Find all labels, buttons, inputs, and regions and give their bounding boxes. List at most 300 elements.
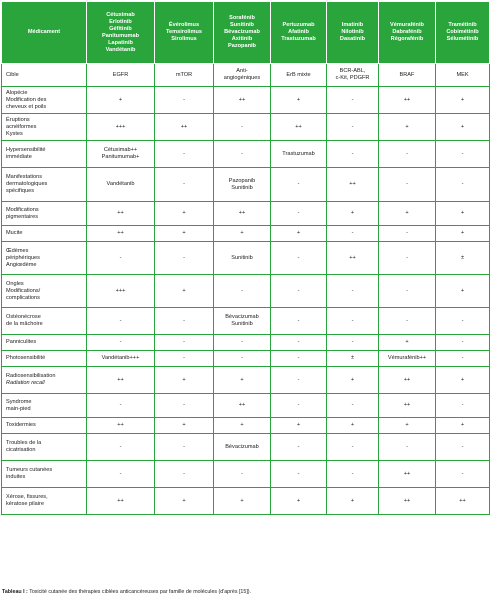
cell-value: + bbox=[182, 287, 186, 294]
cell-value: EGFR bbox=[112, 71, 129, 78]
cell-value: - bbox=[241, 355, 243, 361]
table-cell bbox=[436, 461, 490, 488]
cell-value: - bbox=[461, 355, 464, 361]
row-label bbox=[2, 434, 87, 461]
table-cell bbox=[379, 488, 436, 515]
table-cell bbox=[271, 351, 327, 367]
row-label-line: induites bbox=[6, 474, 26, 480]
row-label-line: Toxidermies bbox=[6, 422, 36, 428]
table-row bbox=[2, 64, 490, 87]
table-cell bbox=[271, 114, 327, 141]
cell-value: Vandétanib bbox=[106, 181, 135, 187]
cell-value: - bbox=[241, 339, 243, 345]
table-cell bbox=[271, 275, 327, 308]
caption-prefix: Tableau I : bbox=[2, 589, 28, 595]
cell-value: - bbox=[297, 402, 300, 408]
table-cell bbox=[155, 461, 214, 488]
table-cell bbox=[379, 394, 436, 418]
table-cell bbox=[379, 351, 436, 367]
table-cell bbox=[379, 141, 436, 168]
cell-value: - bbox=[183, 317, 185, 324]
cell-value: - bbox=[183, 254, 185, 261]
drug-name: Sélumétinib bbox=[446, 36, 479, 42]
cell-value: - bbox=[297, 181, 300, 187]
table-cell bbox=[379, 87, 436, 114]
drug-name: Cobimétinib bbox=[446, 29, 479, 35]
cell-value: - bbox=[297, 443, 300, 450]
cell-value: + bbox=[350, 497, 355, 504]
cell-value: ++ bbox=[238, 96, 246, 103]
row-label bbox=[2, 394, 87, 418]
row-label-line: immédiate bbox=[6, 154, 32, 160]
drug-name: Panitumumab bbox=[102, 32, 139, 39]
cell-value: - bbox=[119, 443, 122, 450]
cell-value: + bbox=[460, 376, 465, 383]
table-cell bbox=[155, 114, 214, 141]
cell-value: + bbox=[460, 210, 465, 216]
table-cell bbox=[327, 308, 379, 335]
table-row bbox=[2, 351, 490, 367]
row-label-line: Éruptions bbox=[6, 116, 30, 123]
cell-value: - bbox=[406, 254, 408, 261]
cell-value: - bbox=[241, 287, 243, 294]
table-cell bbox=[379, 308, 436, 335]
table-cell bbox=[436, 87, 490, 114]
cell-value: - bbox=[461, 402, 464, 408]
cell-value: c-Kit, PDGFR bbox=[335, 75, 370, 81]
table-cell bbox=[214, 418, 271, 434]
cell-value: - bbox=[297, 355, 300, 361]
row-label-line: complications bbox=[6, 294, 40, 301]
table-cell bbox=[87, 242, 155, 275]
row-label-line: Troubles de la bbox=[6, 440, 42, 446]
cell-value: - bbox=[297, 470, 300, 477]
cell-value: - bbox=[241, 123, 243, 130]
table-cell bbox=[379, 202, 436, 226]
table-cell bbox=[271, 488, 327, 515]
table-cell bbox=[214, 275, 271, 308]
table-row bbox=[2, 168, 490, 202]
cell-value: - bbox=[461, 443, 464, 450]
table-cell bbox=[327, 418, 379, 434]
cell-value: - bbox=[351, 443, 354, 450]
row-label-line: cicatrisation bbox=[6, 447, 36, 453]
table-cell bbox=[436, 242, 490, 275]
table-cell bbox=[271, 434, 327, 461]
cell-value: + bbox=[240, 376, 244, 383]
cell-value: - bbox=[183, 355, 185, 361]
table-caption bbox=[2, 589, 251, 596]
table-cell bbox=[214, 434, 271, 461]
table-cell bbox=[271, 226, 327, 242]
cell-value: - bbox=[119, 254, 122, 261]
drug-name: Sunitinib bbox=[230, 22, 254, 28]
table-cell bbox=[214, 461, 271, 488]
table-cell bbox=[436, 64, 490, 87]
table-cell bbox=[155, 434, 214, 461]
table-cell bbox=[436, 394, 490, 418]
table-cell bbox=[87, 64, 155, 87]
cell-value: - bbox=[119, 402, 122, 408]
table-row bbox=[2, 461, 490, 488]
cell-value: - bbox=[351, 230, 354, 236]
table-cell bbox=[436, 275, 490, 308]
drug-name: Bévacizumab bbox=[224, 29, 260, 35]
cell-value: - bbox=[406, 317, 408, 324]
table-cell bbox=[327, 64, 379, 87]
cell-value: + bbox=[182, 210, 186, 216]
table-cell bbox=[379, 64, 436, 87]
table-cell bbox=[271, 418, 327, 434]
table-cell bbox=[214, 168, 271, 202]
cell-value: + bbox=[460, 230, 465, 236]
cell-value: Sunitinib bbox=[231, 254, 253, 261]
cell-value: - bbox=[183, 96, 185, 103]
cell-value: ++ bbox=[117, 376, 124, 383]
table-cell bbox=[271, 87, 327, 114]
table-cell bbox=[87, 335, 155, 351]
cell-value: - bbox=[297, 254, 300, 261]
row-label-line: cheveux et poils bbox=[6, 103, 47, 110]
table-cell bbox=[155, 308, 214, 335]
table-cell bbox=[436, 226, 490, 242]
table-cell bbox=[87, 275, 155, 308]
table-cell bbox=[327, 394, 379, 418]
table-cell bbox=[87, 87, 155, 114]
header-drug-group bbox=[214, 2, 271, 64]
cell-value: ++ bbox=[349, 254, 356, 261]
table-cell bbox=[214, 242, 271, 275]
table-cell bbox=[214, 394, 271, 418]
cell-value: - bbox=[351, 123, 354, 130]
cell-value: - bbox=[351, 339, 354, 345]
cell-value: + bbox=[240, 497, 244, 504]
cell-value: - bbox=[183, 443, 185, 450]
table-cell bbox=[87, 434, 155, 461]
cell-value: Sunitinib bbox=[231, 184, 253, 191]
row-label-line: pigmentaires bbox=[6, 213, 39, 220]
table-cell bbox=[271, 335, 327, 351]
cell-value: + bbox=[240, 422, 244, 428]
cell-value: + bbox=[405, 210, 409, 216]
table-cell bbox=[214, 202, 271, 226]
table-cell bbox=[271, 308, 327, 335]
drug-name: Dabrafénib bbox=[392, 29, 422, 35]
cell-value: - bbox=[461, 150, 464, 157]
row-label bbox=[2, 202, 87, 226]
row-label bbox=[2, 308, 87, 335]
row-label-line: Syndrome bbox=[6, 398, 32, 405]
header-drug-group bbox=[271, 2, 327, 64]
row-label-line: Xérose, fissures, bbox=[6, 494, 48, 500]
table-row bbox=[2, 308, 490, 335]
table-cell bbox=[327, 275, 379, 308]
table-cell bbox=[379, 275, 436, 308]
cell-value: ++ bbox=[403, 470, 411, 477]
cell-value: ErB mixte bbox=[286, 71, 311, 78]
cell-value: mTOR bbox=[175, 71, 193, 78]
drug-name: Pazopanib bbox=[228, 43, 256, 49]
cell-value: angiogéniques bbox=[223, 75, 261, 81]
table-cell bbox=[436, 168, 490, 202]
table-cell bbox=[214, 308, 271, 335]
cell-value: - bbox=[119, 339, 122, 345]
table-cell bbox=[379, 168, 436, 202]
cell-value: - bbox=[119, 470, 122, 477]
table-cell bbox=[436, 335, 490, 351]
cell-value: ± bbox=[350, 355, 355, 361]
drug-name: Tramétinib bbox=[448, 22, 477, 28]
cell-value: +++ bbox=[115, 123, 126, 130]
table-row bbox=[2, 367, 490, 394]
cell-value: Vémurafénib++ bbox=[387, 355, 427, 361]
drug-name: Erlotinib bbox=[109, 18, 132, 25]
cell-value: ++ bbox=[117, 497, 124, 504]
row-label bbox=[2, 488, 87, 515]
table-cell bbox=[271, 202, 327, 226]
table-cell bbox=[214, 335, 271, 351]
row-label bbox=[2, 351, 87, 367]
drug-name: Cétuximab bbox=[106, 11, 135, 18]
table-cell bbox=[436, 488, 490, 515]
table-cell bbox=[155, 87, 214, 114]
cell-value: + bbox=[182, 422, 186, 428]
cell-value: + bbox=[350, 422, 355, 428]
cell-value: + bbox=[118, 96, 123, 103]
row-label-line: Œdèmes bbox=[6, 247, 29, 254]
row-label-line: Mucite bbox=[6, 230, 23, 236]
row-label-line: Panniculites bbox=[6, 339, 37, 345]
cell-value: - bbox=[406, 181, 408, 187]
table-cell bbox=[271, 141, 327, 168]
cell-value: + bbox=[350, 210, 355, 216]
table-cell bbox=[214, 141, 271, 168]
table-row bbox=[2, 394, 490, 418]
cell-value: - bbox=[183, 470, 185, 477]
caption-text: Toxicité cutanée des thérapies ciblées anticancéreuses par famille de molécules (d'après [15]). bbox=[27, 589, 252, 595]
table-cell bbox=[155, 242, 214, 275]
cell-value: ++ bbox=[238, 402, 246, 408]
drug-name: Trastuzumab bbox=[281, 36, 316, 42]
cell-value: ++ bbox=[403, 402, 411, 408]
cell-value: + bbox=[350, 376, 355, 383]
row-label-line: Ostéonécrose bbox=[6, 314, 41, 320]
drug-name: Géfitinib bbox=[109, 25, 132, 32]
drug-name: Pertuzumab bbox=[282, 22, 315, 28]
cell-value: + bbox=[460, 287, 465, 294]
row-label bbox=[2, 367, 87, 394]
cell-value: Panitumumab+ bbox=[101, 154, 140, 160]
row-label-line: acnéiformes bbox=[6, 123, 37, 130]
cell-value: - bbox=[461, 470, 464, 477]
row-label bbox=[2, 242, 87, 275]
table-cell bbox=[379, 434, 436, 461]
drug-name: Nilotinib bbox=[341, 29, 364, 35]
row-label-line: Cible bbox=[6, 71, 19, 78]
header-drug-group bbox=[327, 2, 379, 64]
drug-name: Imatinib bbox=[341, 22, 364, 28]
table-cell bbox=[327, 488, 379, 515]
table-cell bbox=[271, 168, 327, 202]
drug-name: Vémurafénib bbox=[390, 22, 424, 28]
table-cell bbox=[327, 351, 379, 367]
table-cell bbox=[155, 141, 214, 168]
table-cell bbox=[155, 275, 214, 308]
table-cell bbox=[271, 367, 327, 394]
cell-value: ++ bbox=[117, 230, 124, 236]
drug-name: Évérolimus bbox=[168, 22, 200, 28]
table-cell bbox=[271, 242, 327, 275]
table-cell bbox=[87, 461, 155, 488]
table-cell bbox=[327, 168, 379, 202]
row-label-line: Manifestations bbox=[6, 174, 43, 180]
header-row bbox=[2, 2, 490, 64]
cell-value: + bbox=[405, 123, 409, 130]
row-label bbox=[2, 335, 87, 351]
cell-value: ++ bbox=[459, 497, 466, 504]
cell-value: + bbox=[405, 339, 409, 345]
row-label-line: Alopécie bbox=[6, 89, 28, 96]
table-cell bbox=[87, 226, 155, 242]
table-cell bbox=[379, 418, 436, 434]
table-cell bbox=[155, 335, 214, 351]
cell-value: + bbox=[182, 376, 186, 383]
cell-value: + bbox=[405, 422, 409, 428]
table-row bbox=[2, 418, 490, 434]
cell-value: + bbox=[296, 422, 301, 428]
cell-value: + bbox=[460, 422, 465, 428]
table-cell bbox=[155, 168, 214, 202]
table-row bbox=[2, 242, 490, 275]
drug-name: Temsirolimus bbox=[166, 29, 202, 35]
cell-value: - bbox=[183, 150, 185, 157]
row-label-line: Modifications/ bbox=[6, 287, 41, 294]
cell-value: + bbox=[182, 230, 186, 236]
row-label-line: spécifiques bbox=[6, 188, 34, 194]
table-cell bbox=[327, 335, 379, 351]
table-cell bbox=[327, 202, 379, 226]
row-label-line: Angiœdème bbox=[6, 261, 37, 268]
table-row bbox=[2, 114, 490, 141]
table-cell bbox=[327, 367, 379, 394]
table-body bbox=[2, 64, 490, 515]
table-row bbox=[2, 488, 490, 515]
drug-name: Sirolimus bbox=[171, 36, 197, 42]
cell-value: Bévacizumab bbox=[225, 443, 259, 450]
cell-value: ++ bbox=[295, 123, 302, 130]
cell-value: - bbox=[461, 317, 464, 324]
table-cell bbox=[214, 367, 271, 394]
table-cell bbox=[327, 141, 379, 168]
cell-value: - bbox=[351, 150, 354, 157]
cell-value: ++ bbox=[403, 96, 411, 103]
cell-value: - bbox=[183, 339, 185, 345]
table-row bbox=[2, 434, 490, 461]
table-cell bbox=[87, 308, 155, 335]
table-cell bbox=[87, 168, 155, 202]
table-cell bbox=[87, 351, 155, 367]
cell-value: - bbox=[406, 230, 408, 236]
table-cell bbox=[214, 114, 271, 141]
cell-value: MEK bbox=[456, 71, 469, 78]
drug-name: Lapatinib bbox=[108, 39, 133, 46]
cell-value: Bévacizumab bbox=[225, 314, 259, 320]
table-cell bbox=[87, 418, 155, 434]
cell-value: - bbox=[297, 339, 300, 345]
table-cell bbox=[436, 308, 490, 335]
cell-value: BRAF bbox=[399, 71, 415, 78]
drug-name: Vandétanib bbox=[105, 46, 136, 53]
cell-value: + bbox=[460, 96, 465, 103]
drug-name: Régorafénib bbox=[390, 36, 424, 42]
cell-value: - bbox=[183, 402, 185, 408]
cell-value: - bbox=[241, 150, 243, 157]
table-row bbox=[2, 275, 490, 308]
table-cell bbox=[271, 461, 327, 488]
cell-value: + bbox=[296, 96, 301, 103]
table-cell bbox=[379, 226, 436, 242]
table-cell bbox=[327, 461, 379, 488]
header-drug-group bbox=[87, 2, 155, 64]
row-label-line: Modifications bbox=[6, 206, 39, 213]
cell-value: Pazopanib bbox=[228, 177, 256, 184]
cell-value: ++ bbox=[403, 376, 411, 383]
table-cell bbox=[436, 434, 490, 461]
cell-value: ± bbox=[460, 254, 465, 261]
table-cell bbox=[436, 114, 490, 141]
row-label bbox=[2, 64, 87, 87]
row-label bbox=[2, 226, 87, 242]
table-cell bbox=[155, 351, 214, 367]
table-cell bbox=[327, 226, 379, 242]
row-label bbox=[2, 168, 87, 202]
row-label-line: Modification des bbox=[6, 96, 47, 103]
cell-value: - bbox=[351, 317, 354, 324]
cell-value: BCR-ABL, bbox=[339, 68, 366, 74]
table-row bbox=[2, 226, 490, 242]
cell-value: - bbox=[351, 470, 354, 477]
table-cell bbox=[87, 367, 155, 394]
drug-name: Sorafénib bbox=[229, 15, 255, 21]
row-label-line: Radiation recall bbox=[6, 380, 45, 386]
cell-value: - bbox=[297, 376, 300, 383]
table-row bbox=[2, 202, 490, 226]
cell-value: + bbox=[182, 497, 186, 504]
table-row bbox=[2, 141, 490, 168]
table-cell bbox=[155, 488, 214, 515]
cell-value: - bbox=[241, 470, 243, 477]
table-cell bbox=[327, 114, 379, 141]
row-label-line: périphériques bbox=[6, 254, 40, 261]
table-cell bbox=[379, 114, 436, 141]
table-cell bbox=[155, 202, 214, 226]
cell-value: ++ bbox=[117, 210, 124, 216]
row-label-line: kératose pilaire bbox=[6, 501, 44, 507]
table-cell bbox=[155, 394, 214, 418]
table-cell bbox=[327, 242, 379, 275]
table-cell bbox=[327, 434, 379, 461]
cell-value: Trastuzumab bbox=[282, 150, 315, 157]
header-drug-group bbox=[155, 2, 214, 64]
table-row bbox=[2, 335, 490, 351]
cell-value: ++ bbox=[117, 422, 124, 428]
cell-value: - bbox=[406, 150, 408, 157]
table-cell bbox=[379, 242, 436, 275]
cell-value: - bbox=[461, 339, 464, 345]
table-cell bbox=[155, 418, 214, 434]
table-cell bbox=[87, 141, 155, 168]
row-label bbox=[2, 418, 87, 434]
